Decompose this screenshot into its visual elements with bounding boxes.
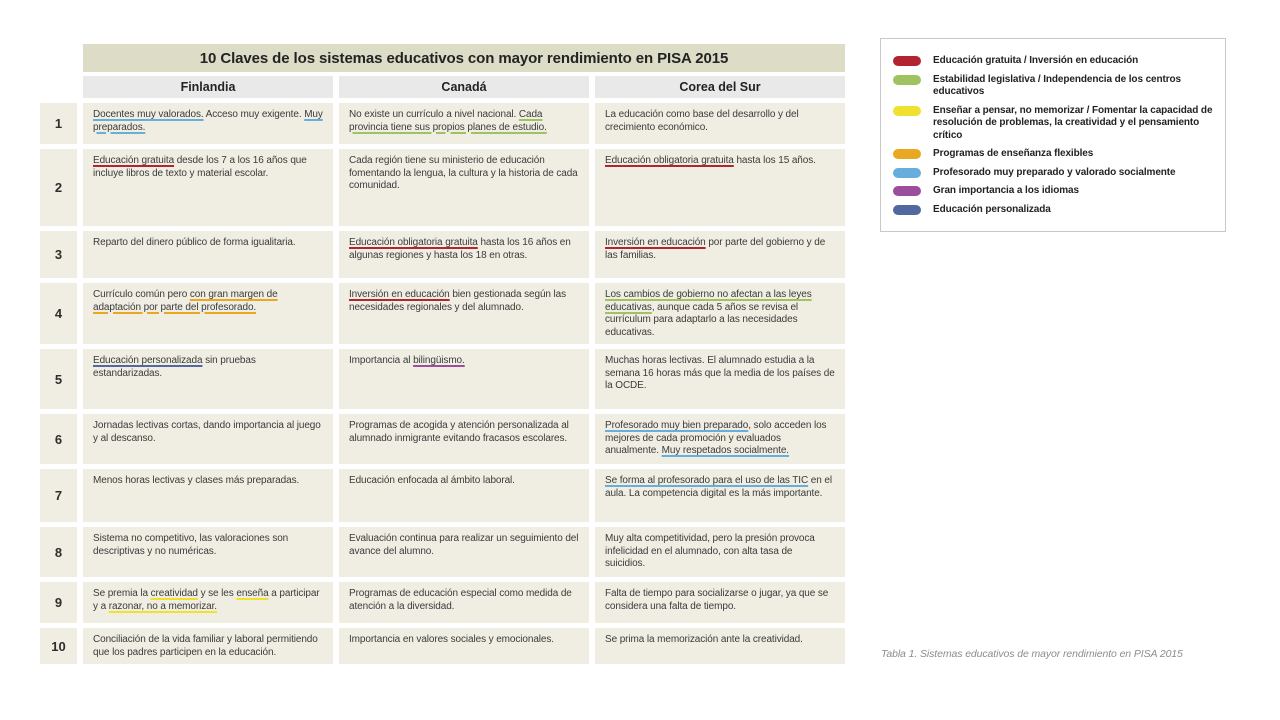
table-row-5 bbox=[40, 349, 845, 409]
cell-text: en el aula. La competencia digital es la más importante. bbox=[605, 475, 832, 499]
cell-text: y se les bbox=[197, 588, 237, 599]
highlighted-text-red: Educación obligatoria gratuita bbox=[349, 237, 478, 248]
cell-canada-2 bbox=[339, 149, 589, 226]
highlighted-text-red: Inversión en educación bbox=[605, 237, 706, 248]
column-header-canada: Canadá bbox=[339, 76, 589, 98]
cell-text: Programas de acogida y atención personalizada al alumnado inmigrante evitando fracasos escolares. bbox=[349, 420, 569, 444]
highlighted-text-green: Cada provincia tiene sus propios planes de estudio. bbox=[349, 109, 547, 133]
legend-label: Profesorado muy preparado y valorado socialmente bbox=[933, 166, 1176, 178]
cell-text: sin pruebas estandarizadas. bbox=[93, 355, 256, 379]
cell-finlandia-7 bbox=[83, 469, 333, 522]
legend-swatch-darkblue bbox=[893, 205, 921, 215]
legend-box bbox=[880, 38, 1226, 232]
cell-text: Muchas horas lectivas. El alumnado estudia a la semana 16 horas más que la media de los países de la OCDE. bbox=[605, 355, 835, 391]
highlighted-text-yellow: razonar, no a memorizar. bbox=[108, 600, 217, 612]
highlighted-text-blue: Docentes muy valorados. bbox=[93, 109, 204, 120]
cell-text: La educación como base del desarrollo y del crecimiento económico. bbox=[605, 109, 799, 133]
cell-finlandia-9 bbox=[83, 582, 333, 623]
cell-text: No existe un currículo a nivel nacional. bbox=[349, 109, 519, 120]
row-number: 3 bbox=[40, 231, 77, 278]
legend-item-yellow bbox=[893, 105, 1213, 143]
column-header-corea-del-sur: Corea del Sur bbox=[595, 76, 845, 98]
row-number: 7 bbox=[40, 469, 77, 522]
cell-text: Se premia la bbox=[93, 588, 151, 599]
cell-canada-3 bbox=[339, 231, 589, 278]
row-number: 5 bbox=[40, 349, 77, 409]
cell-text: hasta los 15 años. bbox=[733, 155, 816, 166]
table-row-6 bbox=[40, 414, 845, 464]
highlighted-text-red: Inversión en educación bbox=[349, 289, 450, 300]
highlighted-text-yellow: enseña bbox=[236, 588, 269, 599]
cell-corea-del-sur-8 bbox=[595, 527, 845, 577]
cell-text: desde los 7 a los 16 años que incluye libros de texto y material escolar. bbox=[93, 155, 307, 179]
legend-item-orange bbox=[893, 148, 1213, 161]
cell-text: a participar y a bbox=[93, 588, 320, 612]
highlighted-text-blue: Muy respetados socialmente. bbox=[661, 445, 789, 456]
cell-text: Falta de tiempo para socializarse o jugar, ya que se considera una falta de tiempo. bbox=[605, 588, 829, 612]
highlighted-text-darkblue: Educación personalizada bbox=[93, 355, 203, 366]
row-number: 2 bbox=[40, 149, 77, 226]
table-title: 10 Claves de los sistemas educativos con mayor rendimiento en PISA 2015 bbox=[83, 44, 845, 72]
legend-item-purple bbox=[893, 185, 1213, 198]
legend-label: Educación gratuita / Inversión en educación bbox=[933, 55, 1139, 66]
table-row-3 bbox=[40, 231, 845, 278]
table-rows bbox=[40, 103, 845, 664]
title-spacer bbox=[40, 44, 83, 72]
cell-canada-6 bbox=[339, 414, 589, 464]
cell-corea-del-sur-2 bbox=[595, 149, 845, 226]
cell-text: Menos horas lectivas y clases más preparadas. bbox=[93, 475, 300, 486]
cell-canada-10 bbox=[339, 628, 589, 664]
legend-label: Educación personalizada bbox=[933, 203, 1051, 215]
cell-corea-del-sur-6 bbox=[595, 414, 845, 464]
legend-label: Enseñar a pensar, no memorizar / Fomentar la capacidad de resolución de problemas, la creatividad y el pensamiento crítico bbox=[933, 104, 1213, 141]
cell-finlandia-6 bbox=[83, 414, 333, 464]
cell-finlandia-3 bbox=[83, 231, 333, 278]
cell-canada-7 bbox=[339, 469, 589, 522]
legend-swatch-orange bbox=[893, 149, 921, 159]
table-row-4 bbox=[40, 283, 845, 344]
cell-canada-8 bbox=[339, 527, 589, 577]
row-number: 6 bbox=[40, 414, 77, 464]
cell-corea-del-sur-9 bbox=[595, 582, 845, 623]
cell-corea-del-sur-4 bbox=[595, 283, 845, 344]
cell-finlandia-5 bbox=[83, 349, 333, 409]
legend-item-red bbox=[893, 55, 1213, 68]
highlighted-text-red: Educación obligatoria gratuita bbox=[605, 155, 734, 166]
cell-finlandia-8 bbox=[83, 527, 333, 577]
cell-finlandia-4 bbox=[83, 283, 333, 344]
cell-corea-del-sur-5 bbox=[595, 349, 845, 409]
cell-text: Se prima la memorización ante la creatividad. bbox=[605, 634, 803, 645]
highlighted-text-blue: Muy preparados. bbox=[93, 109, 323, 133]
cell-corea-del-sur-10 bbox=[595, 628, 845, 664]
legend-swatch-purple bbox=[893, 186, 921, 196]
cell-canada-1 bbox=[339, 103, 589, 144]
cell-finlandia-2 bbox=[83, 149, 333, 226]
highlighted-text-orange: con gran margen de adaptación por parte del profesorado. bbox=[93, 289, 278, 313]
cell-corea-del-sur-3 bbox=[595, 231, 845, 278]
cell-text: Educación enfocada al ámbito laboral. bbox=[349, 475, 515, 486]
cell-text: bien gestionada según las necesidades regionales y del alumnado. bbox=[349, 289, 567, 313]
cell-canada-5 bbox=[339, 349, 589, 409]
table-caption: Tabla 1. Sistemas educativos de mayor rendimiento en PISA 2015 bbox=[881, 648, 1183, 660]
cell-text: , solo acceden los mejores de cada promoción y evaluados anualmente. bbox=[605, 420, 827, 456]
highlighted-text-purple: bilingüismo. bbox=[413, 355, 465, 366]
cell-text: hasta los 16 años en algunas regiones y hasta los 18 en otras. bbox=[349, 237, 571, 261]
row-number: 1 bbox=[40, 103, 77, 144]
cell-text: Acceso muy exigente. bbox=[203, 109, 305, 120]
cell-text: Programas de educación especial como medida de atención a la diversidad. bbox=[349, 588, 572, 612]
legend-item-blue bbox=[893, 167, 1213, 180]
row-number: 9 bbox=[40, 582, 77, 623]
table-row-1 bbox=[40, 103, 845, 144]
table-title-row bbox=[40, 44, 845, 72]
table-row-9 bbox=[40, 582, 845, 623]
legend-swatch-blue bbox=[893, 168, 921, 178]
cell-text: , aunque cada 5 años se revisa el currículum para adaptarlo a las necesidades educativas. bbox=[605, 301, 799, 338]
legend-swatch-red bbox=[893, 56, 921, 66]
highlighted-text-red: Educación gratuita bbox=[93, 155, 175, 166]
row-number: 8 bbox=[40, 527, 77, 577]
header-row bbox=[83, 76, 845, 98]
highlighted-text-yellow: creatividad bbox=[150, 588, 198, 599]
table-row-8 bbox=[40, 527, 845, 577]
column-header-finlandia: Finlandia bbox=[83, 76, 333, 98]
legend-swatch-yellow bbox=[893, 106, 921, 116]
cell-corea-del-sur-7 bbox=[595, 469, 845, 522]
cell-text: Importancia en valores sociales y emocionales. bbox=[349, 634, 554, 645]
highlighted-text-blue: Se forma al profesorado para el uso de las TIC bbox=[605, 475, 809, 486]
cell-text: Evaluación continua para realizar un seguimiento del avance del alumno. bbox=[349, 533, 579, 557]
cell-text: Reparto del dinero público de forma igualitaria. bbox=[93, 237, 296, 248]
cell-text: Muy alta competitividad, pero la presión provoca infelicidad en el alumnado, con alta tasa de suicidios. bbox=[605, 533, 815, 569]
legend-label: Estabilidad legislativa / Independencia de los centros educativos bbox=[933, 73, 1182, 97]
cell-canada-9 bbox=[339, 582, 589, 623]
table-row-7 bbox=[40, 469, 845, 522]
legend-label: Gran importancia a los idiomas bbox=[933, 185, 1079, 196]
cell-text: por parte del gobierno y de las familias. bbox=[605, 237, 826, 261]
cell-text: Conciliación de la vida familiar y laboral permitiendo que los padres participen en la educación. bbox=[93, 634, 318, 658]
cell-text: Cada región tiene su ministerio de educación fomentando la lengua, la cultura y la historia de cada comunidad. bbox=[349, 155, 578, 191]
highlighted-text-blue: Profesorado muy bien preparado bbox=[605, 420, 749, 431]
cell-canada-4 bbox=[339, 283, 589, 344]
legend-item-green bbox=[893, 74, 1213, 99]
row-number: 10 bbox=[40, 628, 77, 664]
cell-text: Importancia al bbox=[349, 355, 414, 366]
cell-finlandia-10 bbox=[83, 628, 333, 664]
cell-finlandia-1 bbox=[83, 103, 333, 144]
cell-text: Sistema no competitivo, las valoraciones son descriptivas y no numéricas. bbox=[93, 533, 289, 557]
row-number: 4 bbox=[40, 283, 77, 344]
legend-item-darkblue bbox=[893, 204, 1213, 217]
pisa-keys-table bbox=[40, 44, 845, 664]
table-row-10 bbox=[40, 628, 845, 664]
highlighted-text-green: Los cambios de gobierno no afectan a las leyes educativas bbox=[605, 289, 812, 313]
legend-swatch-green bbox=[893, 75, 921, 85]
legend-label: Programas de enseñanza flexibles bbox=[933, 148, 1094, 159]
legend-items bbox=[893, 55, 1213, 216]
table-row-2 bbox=[40, 149, 845, 226]
cell-text: Jornadas lectivas cortas, dando importancia al juego y al descanso. bbox=[93, 420, 321, 444]
cell-text: Currículo común pero bbox=[93, 289, 190, 300]
cell-corea-del-sur-1 bbox=[595, 103, 845, 144]
